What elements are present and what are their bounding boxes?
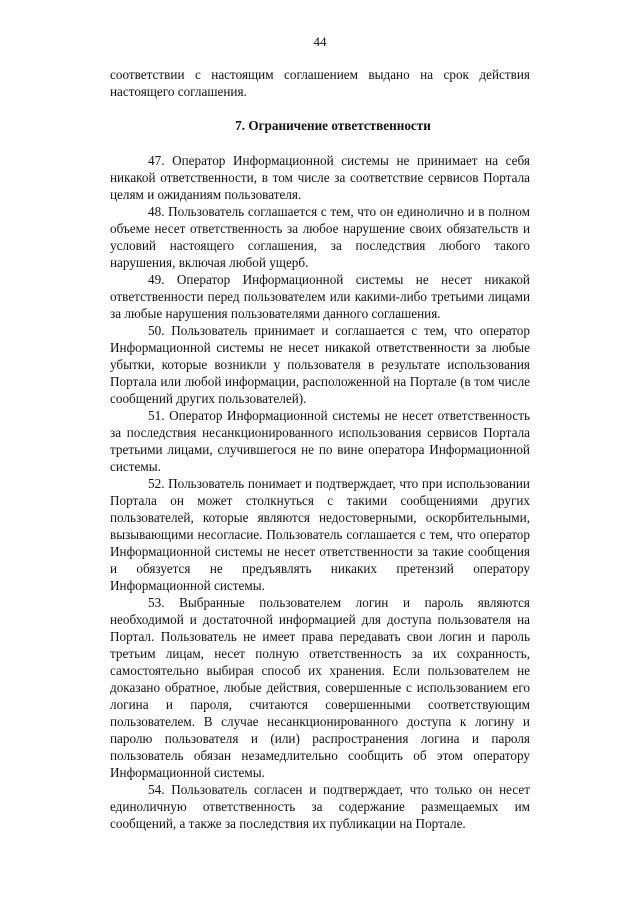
- paragraph-53: 53. Выбранные пользователем логин и пароль являются необходимой и достаточной информацией для доступа пользователя на Портал. Пользователь не имеет права передавать свои логин и пароль третьим лицам, несет полную ответственность за их сохранность, самостоятельно выбирая способ их хранения. Если пользователем не доказано обратное, любые действия, совершенные с использованием его логина и пароля, считаются совершенными соответствующим пользователем. В случае несанкционированного доступа к логину и паролю пользователя и (или) распространения логина и пароля пользователь обязан незамедлительно сообщить об этом оператору Информационной системы.: [110, 595, 530, 780]
- paragraph-49: 49. Оператор Информационной системы не несет никакой ответственности перед пользователем или какими-либо третьими лицами за любые нарушения пользователями данного соглашения.: [110, 272, 530, 321]
- paragraph-52: 52. Пользователь понимает и подтверждает, что при использовании Портала он может столкнуться с такими сообщениями других пользователей, которые являются недостоверными, оскорбительными, вызывающими несогласие. Пользователь соглашается с тем, что оператор Информационной системы не несет ответственности за такие сообщения и обязуется не предъявлять никаких претензий оператору Информационной системы.: [110, 476, 530, 593]
- paragraph-47: 47. Оператор Информационной системы не принимает на себя никакой ответственности, в том числе за соответствие сервисов Портала целям и ожиданиям пользователя.: [110, 153, 530, 202]
- document-body: [110, 66, 530, 832]
- intro-paragraph: соответствии с настоящим соглашением выдано на срок действия настоящего соглашения.: [110, 67, 530, 99]
- paragraph-54: 54. Пользователь согласен и подтверждает, что только он несет единоличную ответственность за содержание размещаемых им сообщений, а также за последствия их публикации на Портале.: [110, 782, 530, 831]
- paragraph-51: 51. Оператор Информационной системы не несет ответственность за последствия несанкционированного использования сервисов Портала третьими лицами, случившегося не по вине оператора Информационной системы.: [110, 408, 530, 474]
- section-title: 7. Ограничение ответственности: [235, 118, 431, 133]
- paragraph-48: 48. Пользователь соглашается с тем, что он единолично и в полном объеме несет ответственность за любое нарушение своих обязательств и условий настоящего соглашения, за последствия любого такого нарушения, включая любой ущерб.: [110, 204, 530, 270]
- page-number: 44: [313, 34, 327, 49]
- paragraph-50: 50. Пользователь принимает и соглашается с тем, что оператор Информационной системы не несет никакой ответственности за любые убытки, которые возникли у пользователя в результате использования Портала или любой информации, расположенной на Портале (в том числе сообщений других пользователей).: [110, 323, 530, 406]
